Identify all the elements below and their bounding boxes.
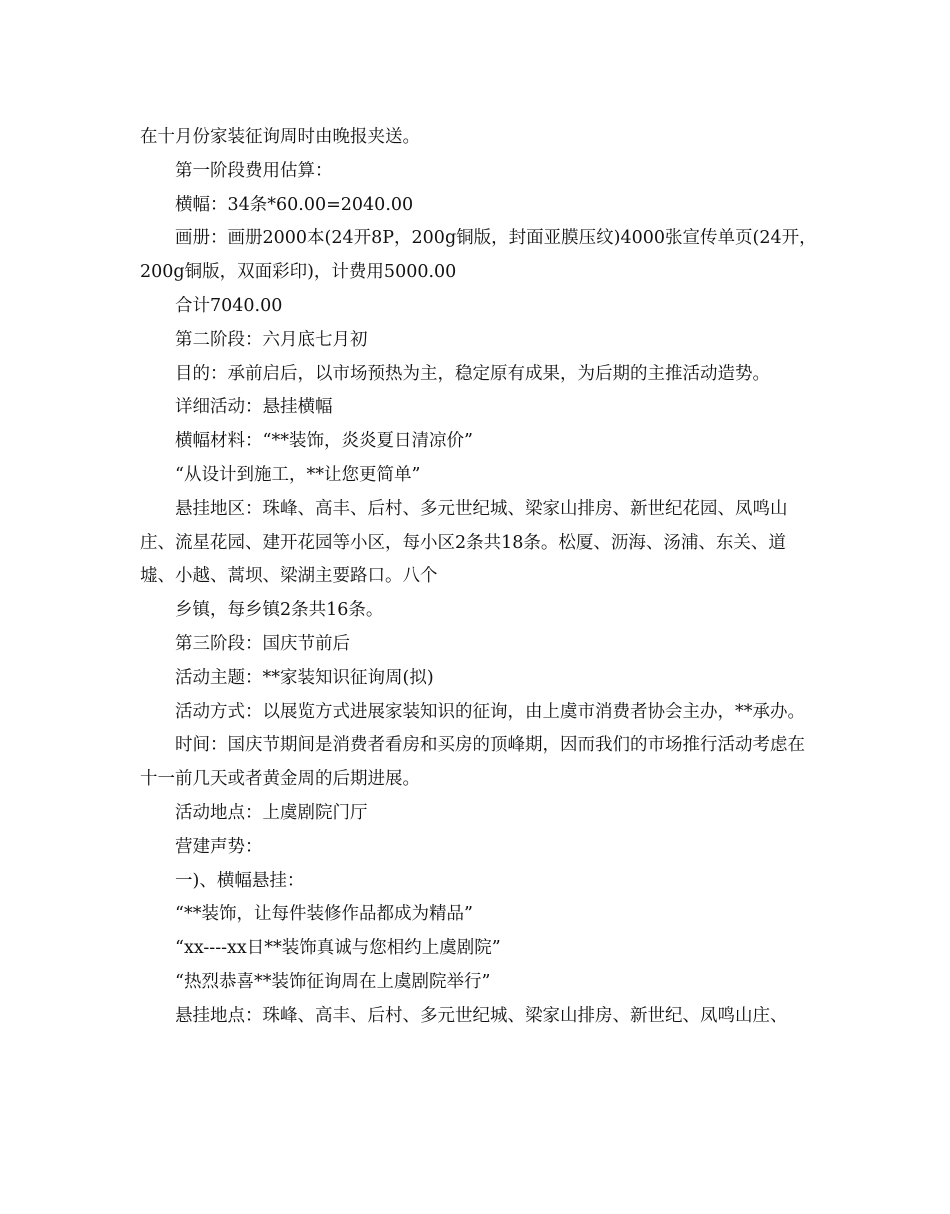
paragraph: 目的：承前启后，以市场预热为主，稳定原有成果，为后期的主推活动造势。 [175, 363, 770, 384]
document-body [140, 121, 820, 1034]
paragraph: 第三阶段：国庆节前后 [175, 633, 350, 654]
paragraph: 活动地点：上虞剧院门厅 [175, 802, 368, 823]
paragraph: 第二阶段：六月底七月初 [175, 329, 368, 350]
paragraph: 合计7040.00 [175, 295, 283, 316]
paragraph: 悬挂地区：珠峰、高丰、后村、多元世纪城、梁家山排房、新世纪花园、凤鸣山庄、流星花园、建开花园等小区，每小区2条共18条。松厦、沥海、汤浦、东关、道墟、小越、蒿坝、梁湖主要路口。八个 [140, 498, 788, 587]
paragraph: 悬挂地点：珠峰、高丰、后村、多元世纪城、梁家山排房、新世纪、凤鸣山庄、 [175, 1005, 788, 1026]
paragraph: 时间：国庆节期间是消费者看房和买房的顶峰期，因而我们的市场推行活动考虑在十一前几天或者黄金周的后期进展。 [140, 735, 805, 790]
paragraph: 营建声势： [175, 836, 263, 857]
paragraph: 乡镇，每乡镇2条共16条。 [175, 600, 384, 621]
paragraph: 活动主题：**家装知识征询周(拟) [175, 667, 434, 688]
paragraph: “**装饰，让每件装修作品都成为精品” [175, 904, 473, 925]
paragraph: 一)、横幅悬挂： [175, 870, 305, 891]
paragraph: 横幅材料：“**装饰，炎炎夏日清凉价” [175, 431, 473, 452]
paragraph: 第一阶段费用估算： [175, 160, 333, 181]
paragraph: 活动方式：以展览方式进展家装知识的征询，由上虞市消费者协会主办，**承办。 [175, 701, 805, 722]
paragraph: “从设计到施工，**让您更简单” [175, 464, 421, 485]
paragraph: 在十月份家装征询周时由晚报夹送。 [140, 127, 420, 147]
paragraph: 横幅：34条*60.00=2040.00 [175, 194, 414, 215]
paragraph: 画册：画册2000本(24开8P，200g铜版，封面亚膜压纹)4000张宣传单页(24开，200g铜版，双面彩印)，计费用5000.00 [140, 228, 817, 283]
paragraph: “xx----xx日**装饰真诚与您相约上虞剧院” [175, 938, 501, 959]
paragraph: 详细活动：悬挂横幅 [175, 397, 333, 418]
paragraph: “热烈恭喜**装饰征询周在上虞剧院举行” [175, 971, 491, 992]
